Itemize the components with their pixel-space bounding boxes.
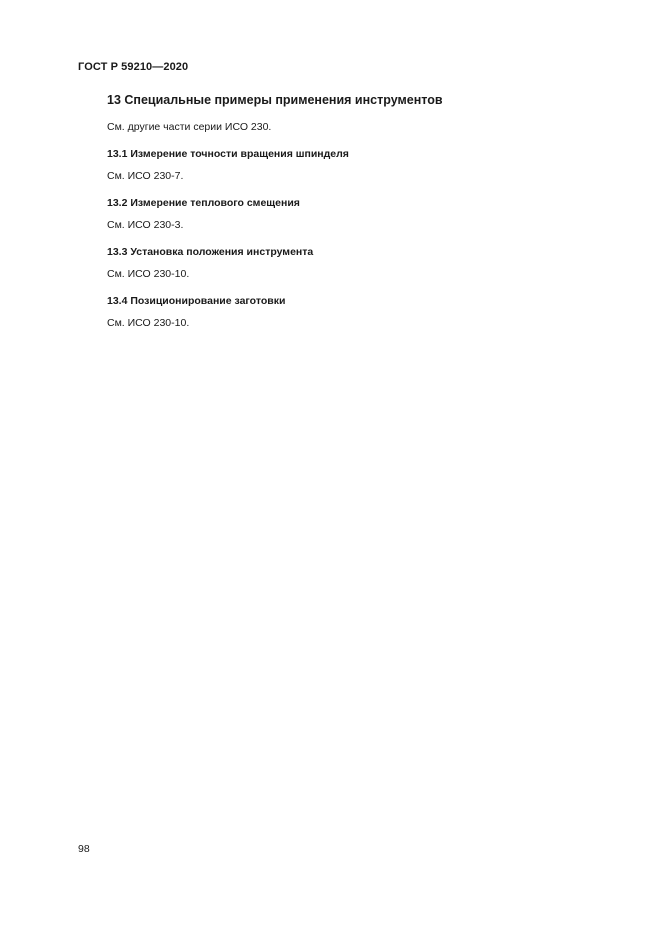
subsection-heading: 13.1 Измерение точности вращения шпинделя	[107, 148, 349, 160]
section-content	[107, 92, 607, 343]
subsection-13-4	[107, 294, 607, 330]
page-number: 98	[78, 843, 90, 855]
subsection-text: См. ИСО 230-7.	[107, 170, 184, 182]
subsection-text: См. ИСО 230-10.	[107, 268, 190, 280]
section-intro: См. другие части серии ИСО 230.	[107, 121, 272, 133]
subsection-heading: 13.2 Измерение теплового смещения	[107, 197, 300, 209]
subsection-13-1	[107, 147, 607, 183]
subsection-text: См. ИСО 230-10.	[107, 317, 190, 329]
subsection-text: См. ИСО 230-3.	[107, 219, 184, 231]
subsection-13-2	[107, 196, 607, 232]
subsection-heading: 13.3 Установка положения инструмента	[107, 246, 314, 258]
subsection-heading: 13.4 Позиционирование заготовки	[107, 295, 286, 307]
section-title: 13 Специальные примеры применения инструментов	[107, 93, 443, 107]
subsection-13-3	[107, 245, 607, 281]
standard-header: ГОСТ Р 59210—2020	[78, 61, 189, 73]
